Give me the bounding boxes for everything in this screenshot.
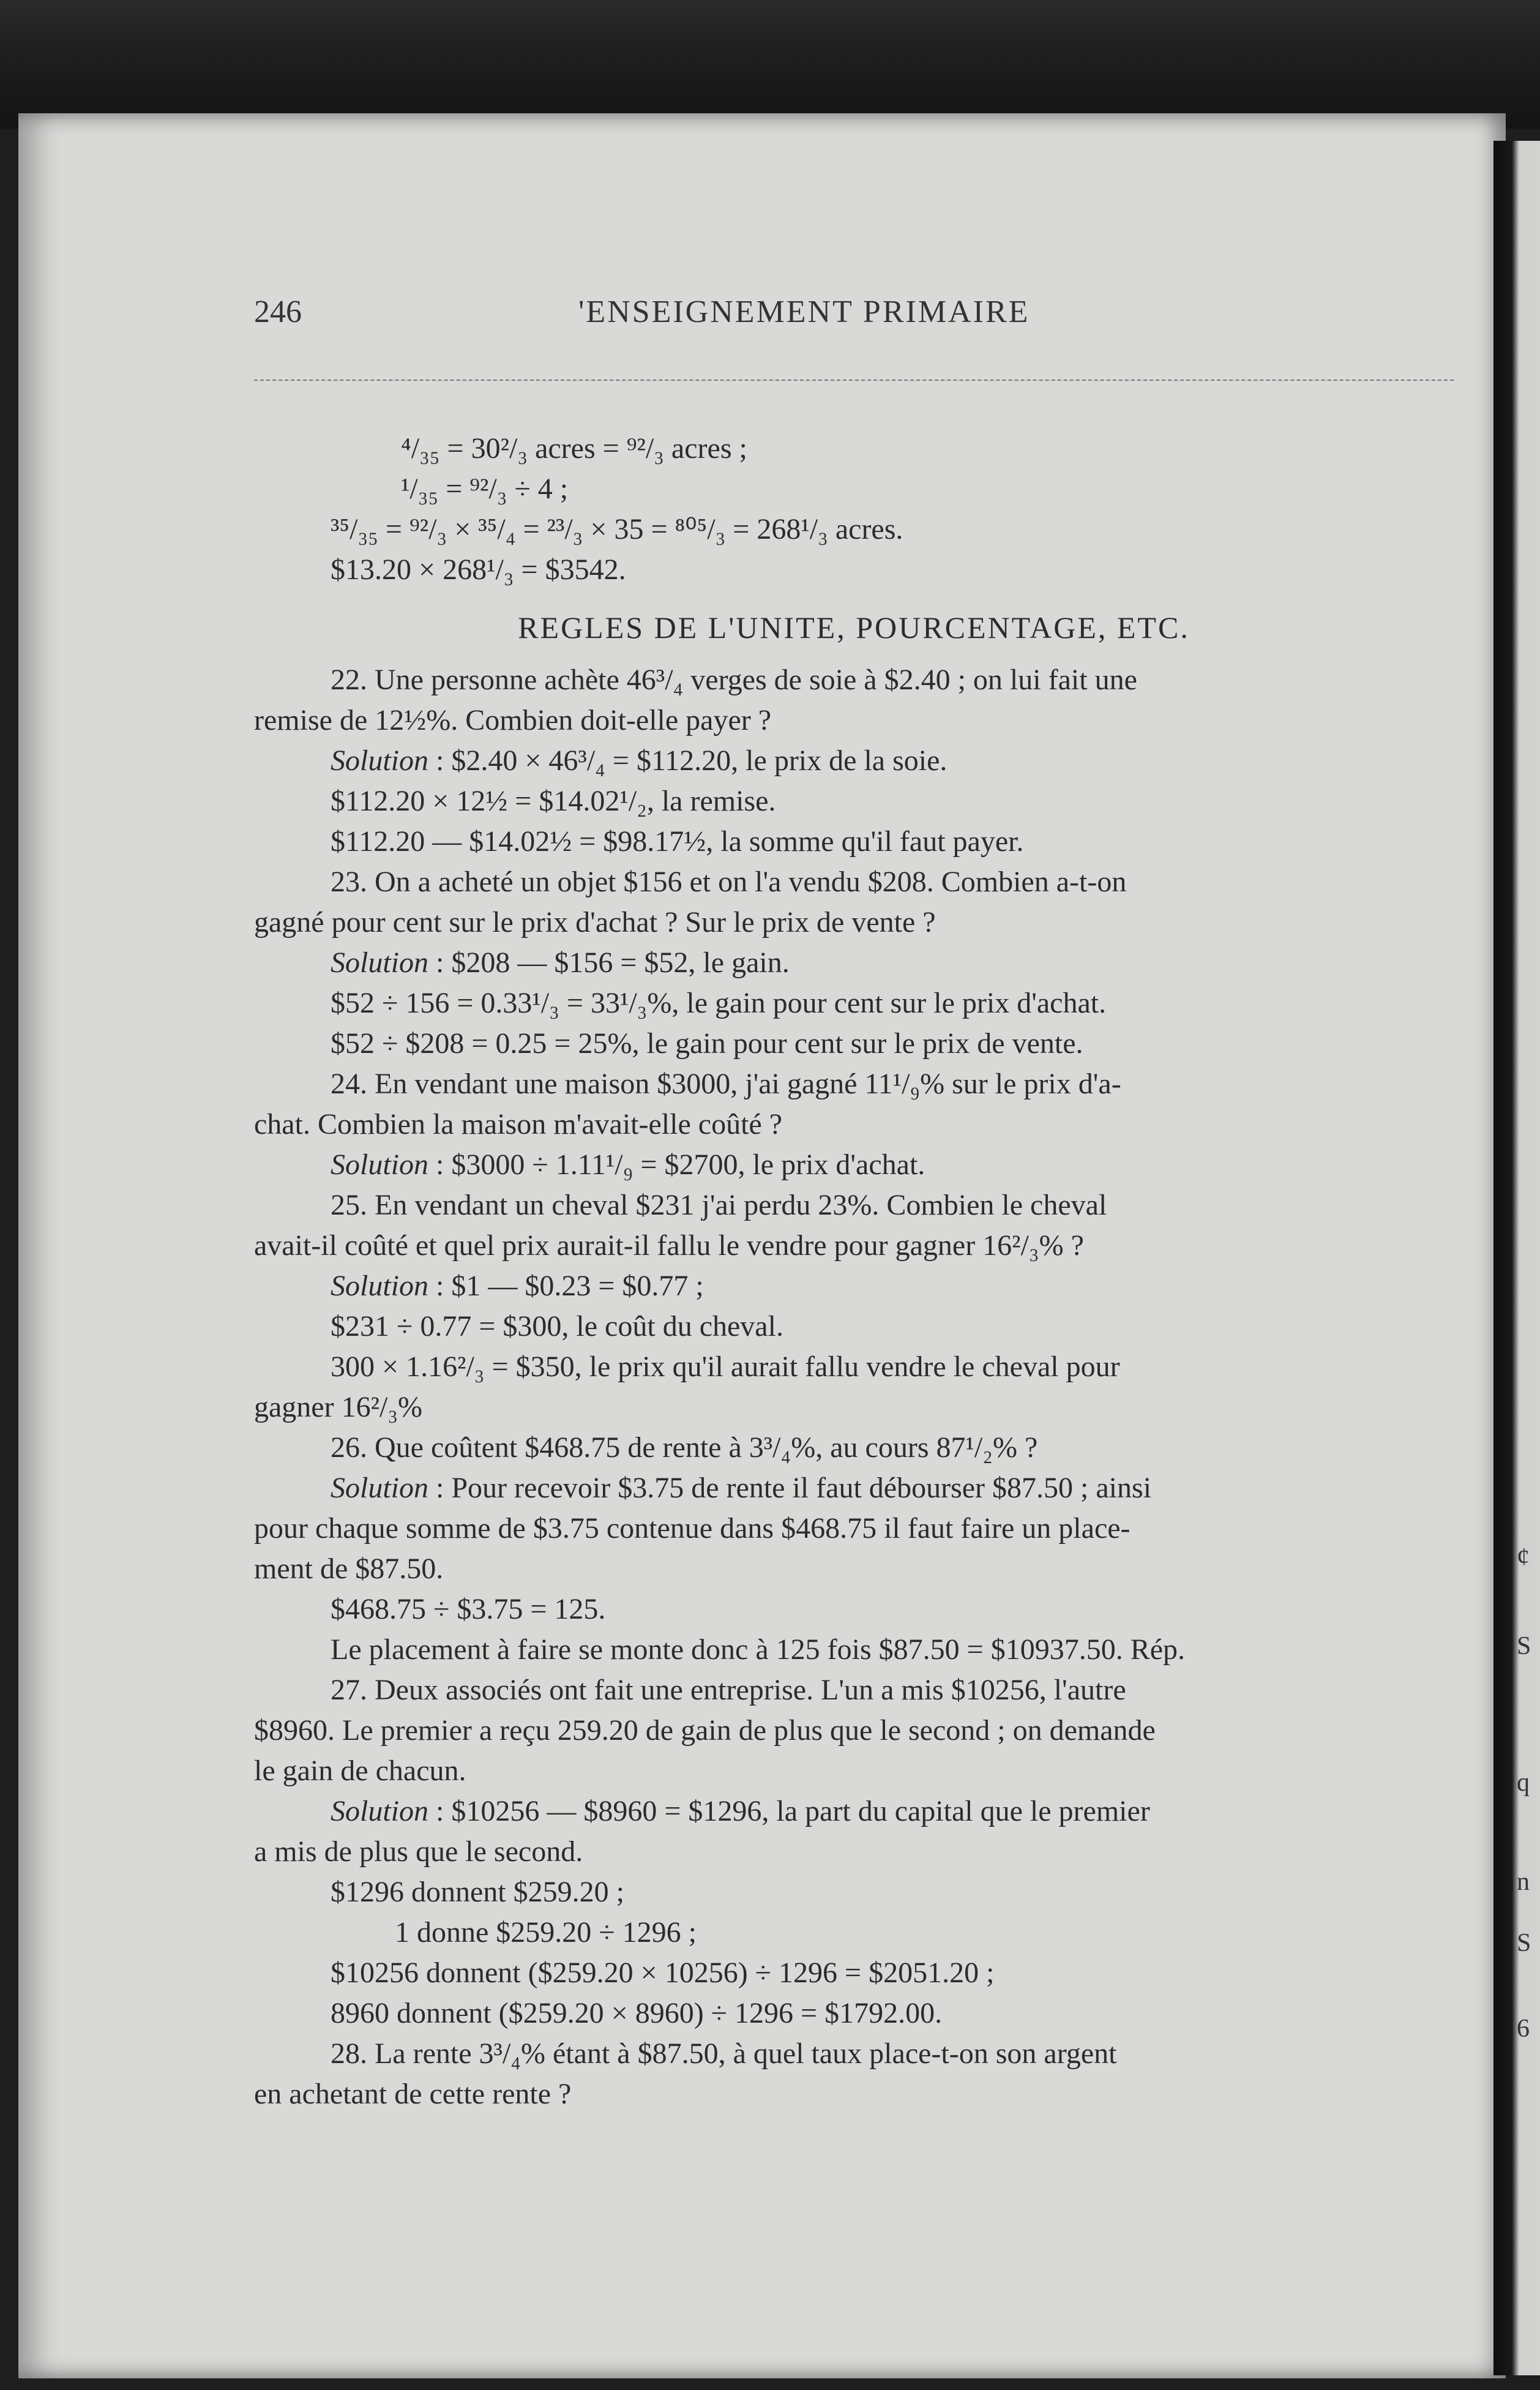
text-line: Le placement à faire se monte donc à 125 fois $87.50 = $10937.50. Rép. bbox=[331, 1633, 1186, 1666]
page-number: 246 bbox=[254, 294, 302, 329]
edge-fragment: ¢ bbox=[1517, 1543, 1530, 1571]
text-line: Solution : $1 — $0.23 = $0.77 ; bbox=[331, 1270, 704, 1302]
text-line: ment de $87.50. bbox=[254, 1553, 444, 1585]
text-line: ⁴/₃₅ = 30²/₃ acres = ⁹²/₃ acres ; bbox=[401, 432, 747, 465]
text-line: Solution : Pour recevoir $3.75 de rente il faut débourser $87.50 ; ainsi bbox=[331, 1472, 1152, 1504]
text-line: Solution : $3000 ÷ 1.11¹/₉ = $2700, le prix d'achat. bbox=[331, 1148, 925, 1181]
text-line: $8960. Le premier a reçu 259.20 de gain de plus que le second ; on demande bbox=[254, 1714, 1156, 1747]
text-line: $112.20 — $14.02½ = $98.17½, la somme qu'il faut payer. bbox=[331, 825, 1024, 858]
text-line: pour chaque somme de $3.75 contenue dans $468.75 il faut faire un place- bbox=[254, 1512, 1131, 1545]
text-line: gagner 16²/₃% bbox=[254, 1391, 423, 1423]
text-line: avait-il coûté et quel prix aurait-il fallu le vendre pour gagner 16²/₃% ? bbox=[254, 1229, 1084, 1262]
text-line: 1 donne $259.20 ÷ 1296 ; bbox=[395, 1916, 697, 1949]
text-line: 27. Deux associés ont fait une entreprise. L'un a mis $10256, l'autre bbox=[331, 1674, 1126, 1706]
text-line: chat. Combien la maison m'avait-elle coûté ? bbox=[254, 1108, 783, 1141]
section-heading: REGLES DE L'UNITE, POURCENTAGE, ETC. bbox=[518, 610, 1190, 645]
text-line: $468.75 ÷ $3.75 = 125. bbox=[331, 1593, 606, 1625]
header-rule bbox=[254, 380, 1454, 383]
text-line: 22. Une personne achète 46³/₄ verges de soie à $2.40 ; on lui fait une bbox=[331, 664, 1137, 696]
text-line: 26. Que coûtent $468.75 de rente à 3³/₄%, au cours 87¹/₂% ? bbox=[331, 1431, 1038, 1464]
text-line: $52 ÷ 156 = 0.33¹/₃ = 33¹/₃%, le gain pour cent sur le prix d'achat. bbox=[331, 987, 1107, 1019]
edge-fragment: S bbox=[1517, 1632, 1531, 1660]
background-top bbox=[0, 0, 1540, 129]
text-line: Solution : $208 — $156 = $52, le gain. bbox=[331, 946, 790, 979]
page-body bbox=[254, 429, 1454, 2115]
text-line: $231 ÷ 0.77 = $300, le coût du cheval. bbox=[331, 1310, 783, 1343]
running-title: 'ENSEIGNEMENT PRIMAIRE bbox=[578, 294, 1030, 329]
text-line: en achetant de cette rente ? bbox=[254, 2078, 572, 2110]
text-line: remise de 12½%. Combien doit-elle payer ? bbox=[254, 704, 772, 736]
edge-fragment: S bbox=[1517, 1929, 1531, 1957]
text-line: ¹/₃₅ = ⁹²/₃ ÷ 4 ; bbox=[401, 473, 569, 505]
text-line: 28. La rente 3³/₄% étant à $87.50, à quel taux place-t-on son argent bbox=[331, 2037, 1117, 2070]
edge-fragment: 6 bbox=[1517, 2015, 1530, 2043]
text-line: $1296 donnent $259.20 ; bbox=[331, 1876, 624, 1908]
text-line: le gain de chacun. bbox=[254, 1755, 466, 1787]
text-line: $13.20 × 268¹/₃ = $3542. bbox=[331, 553, 626, 586]
text-line: Solution : $10256 — $8960 = $1296, la part du capital que le premier bbox=[331, 1795, 1150, 1827]
edge-fragment: n bbox=[1517, 1868, 1530, 1896]
text-line: $52 ÷ $208 = 0.25 = 25%, le gain pour cent sur le prix de vente. bbox=[331, 1027, 1083, 1060]
text-line: 25. En vendant un cheval $231 j'ai perdu 23%. Combien le cheval bbox=[331, 1189, 1107, 1221]
text-line: $10256 donnent ($259.20 × 10256) ÷ 1296 = $2051.20 ; bbox=[331, 1957, 995, 1989]
text-line: ³⁵/₃₅ = ⁹²/₃ × ³⁵/₄ = ²³/₃ × 35 = ⁸⁰⁵/₃ = 268¹/₃ acres. bbox=[331, 513, 903, 545]
text-line: Solution : $2.40 × 46³/₄ = $112.20, le prix de la soie. bbox=[331, 744, 948, 777]
edge-fragment: q bbox=[1517, 1769, 1530, 1797]
page-header bbox=[254, 294, 1454, 337]
text-line: 8960 donnent ($259.20 × 8960) ÷ 1296 = $1792.00. bbox=[331, 1997, 943, 2029]
text-line: 24. En vendant une maison $3000, j'ai gagné 11¹/₉% sur le prix d'a- bbox=[331, 1068, 1121, 1100]
text-line: $112.20 × 12½ = $14.02¹/₂, la remise. bbox=[331, 785, 776, 817]
text-line: 300 × 1.16²/₃ = $350, le prix qu'il aurait fallu vendre le cheval pour bbox=[331, 1350, 1120, 1383]
text-line: 23. On a acheté un objet $156 et on l'a vendu $208. Combien a-t-on bbox=[331, 866, 1127, 898]
text-line: a mis de plus que le second. bbox=[254, 1835, 583, 1868]
text-line: gagné pour cent sur le prix d'achat ? Sur le prix de vente ? bbox=[254, 906, 936, 938]
